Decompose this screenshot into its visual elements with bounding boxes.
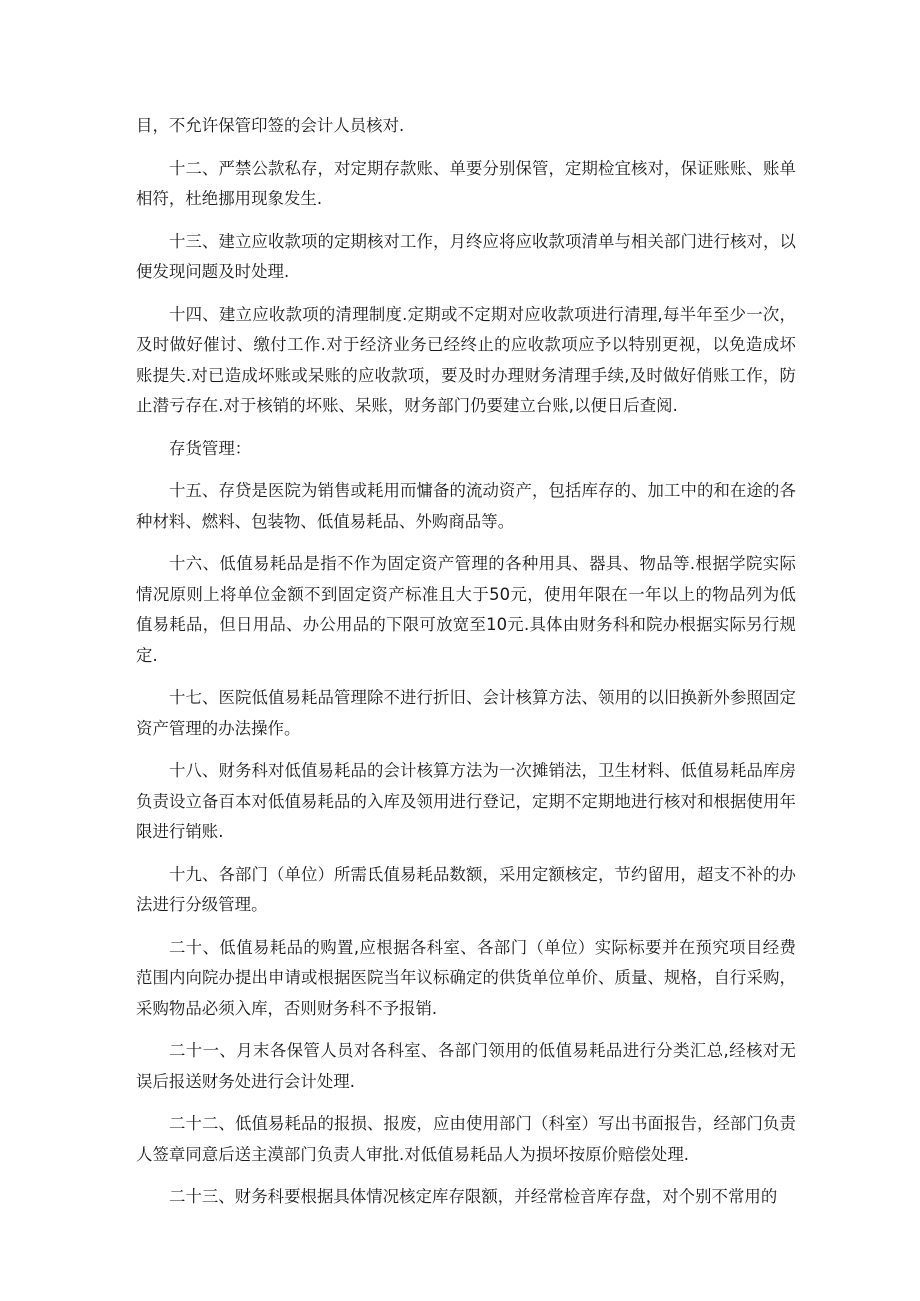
paragraph-article-23: 二十三、财务科要根据具体情况核定库存限额，并经常检音库存盘，对个别不常用的 [169,1187,778,1206]
section-heading-inventory: 存货管理： [169,438,252,458]
document-body [136,111,796,1225]
paragraph-article-12: 十二、严禁公款私存，对定期存款账、单要分别保管，定期检宜核对，保证账账、账单相符，杜绝挪用现象发生. [136,158,796,208]
paragraph-article-16: 十六、低值易耗品是指不作为固定资产管理的各种用具、器具、物品等.根据学院实际情况原则上将单位金额不到固定资产标准且大于50元，使用年限在一年以上的物品列为低值易耗品，但日用品、办公用品的下限可放宽至10元.具体由财务科和院办根据实际另行规定. [136,554,796,665]
paragraph-article-17: 十七、医院低值易耗品管理除不进行折旧、会计核算方法、领用的以旧换新外参照固定资产管理的办法操作。 [136,688,796,738]
paragraph-article-20: 二十、低值易耗品的购置,应根据各科室、各部门（单位）实际标要并在预究项目经费范围内向院办提出申请或根据医院当年议标确定的供货单位单价、质量、规格，自行采购，采购物品必须入库，否则财务科不予报销. [136,937,796,1018]
paragraph-article-18: 十八、财务科对低值易耗品的会计核算方法为一次摊销法，卫生材料、低值易耗品库房负责设立备百本对低值易耗品的入库及领用进行登记，定期不定期地进行核对和根据使用年限进行销账. [136,761,796,841]
paragraph-article-22: 二十二、低值易耗品的报损、报废，应由使用部门（科室）写出书面报告，经部门负责人签章同意后送主漠部门负责人审批.对低值易耗品人为损坏按原价赔偿处理. [136,1114,796,1164]
paragraph-article-15: 十五、存贷是医院为销售或耗用而慵备的流动资产，包括库存的、加工中的和在途的各种材料、燃料、包装物、低值易耗品、外购商品等。 [136,481,796,531]
paragraph-article-21: 二十一、月末各保管人员对各科室、各部门领用的低值易耗品进行分类汇总,经核对无误后报送财务处进行会计处理. [136,1041,796,1091]
paragraph-article-19: 十九、各部门（单位）所需氐值易耗品数额，采用定额核定，节约留用，超支不补的办法进行分级管理。 [136,864,796,914]
paragraph-continuation: 目，不允许保管印签的会计人员核对. [136,116,405,135]
paragraph-article-13: 十三、建立应收款项的定期核对工作，月终应将应收款项清单与相关部门进行核对，以便发现问题及时处理. [136,231,796,281]
paragraph-article-14: 十四、建立应收款项的清理制度.定期或不定期对应收款项进行清理,每半年至少一次，及时做好催讨、缴付工作.对于经济业务已经终止的应收款项应予以特别更视，以免造成坏账提失.对已造成坏账或呆账的应收款项，要及时办理财务清理手续,及时做好俏账工作，防止潜亏存在.对于核销的坏账、呆账，财务部门仍要建立台账,以便日后查阅. [136,304,796,415]
